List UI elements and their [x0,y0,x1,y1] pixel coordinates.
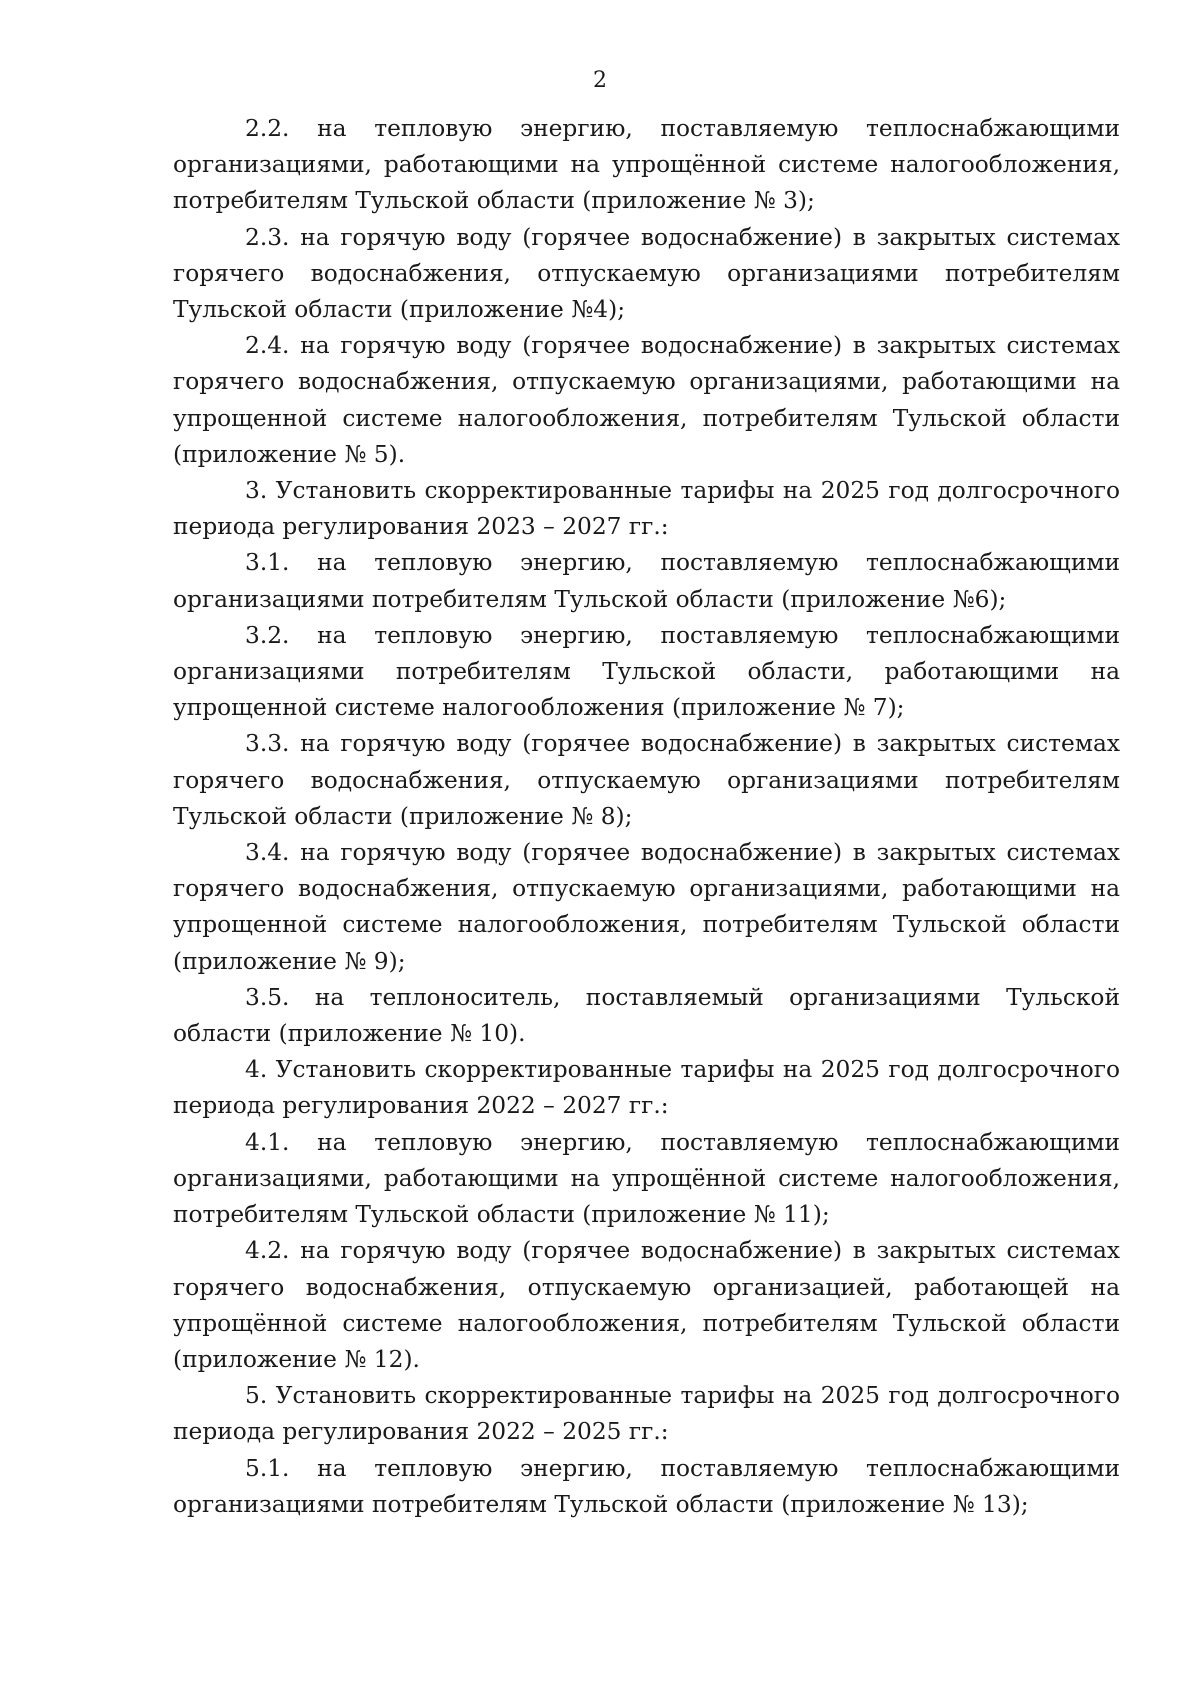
paragraph-3-1: 3.1. на тепловую энергию, поставляемую теплоснабжающими организациями потребителям Тульской области (приложение №6); [173,549,1120,613]
paragraph-2-4: 2.4. на горячую воду (горячее водоснабжение) в закрытых системах горячего водоснабжения, отпускаемую организациями, работающими на упрощенной системе налогообложения, потребителям Тульской области (приложение № 5). [173,332,1120,468]
paragraph-5: 5. Установить скорректированные тарифы на 2025 год долгосрочного периода регулирования 2022 – 2025 гг.: [173,1382,1120,1446]
paragraph-2-2: 2.2. на тепловую энергию, поставляемую теплоснабжающими организациями, работающими на упрощённой системе налогообложения, потребителям Тульской области (приложение № 3); [173,115,1120,215]
paragraph-3-4: 3.4. на горячую воду (горячее водоснабжение) в закрытых системах горячего водоснабжения, отпускаемую организациями, работающими на упрощенной системе налогообложения, потребителям Тульской области (приложение № 9); [173,839,1120,975]
paragraph-4-1: 4.1. на тепловую энергию, поставляемую теплоснабжающими организациями, работающими на упрощённой системе налогообложения, потребителям Тульской области (приложение № 11); [173,1128,1120,1229]
document-body [173,111,1120,1523]
page-number: 2 [593,68,607,93]
paragraph-3-2: 3.2. на тепловую энергию, поставляемую теплоснабжающими организациями потребителям Тульской области, работающими на упрощенной системе налогообложения (приложение № 7); [173,621,1120,722]
paragraph-2-3: 2.3. на горячую воду (горячее водоснабжение) в закрытых системах горячего водоснабжения, отпускаемую организациями потребителям Тульской области (приложение №4); [173,223,1120,324]
paragraph-4-2: 4.2. на горячую воду (горячее водоснабжение) в закрытых системах горячего водоснабжения, отпускаемую организацией, работающей на упрощённой системе налогообложения, потребителям Тульской области (приложение № 12). [173,1237,1120,1373]
paragraph-3-3: 3.3. на горячую воду (горячее водоснабжение) в закрытых системах горячего водоснабжения, отпускаемую организациями потребителям Тульской области (приложение № 8); [173,730,1120,830]
paragraph-3: 3. Установить скорректированные тарифы на 2025 год долгосрочного периода регулирования 2023 – 2027 гг.: [173,477,1120,541]
paragraph-3-5: 3.5. на теплоноситель, поставляемый организациями Тульской области (приложение № 10). [173,983,1120,1048]
paragraph-5-1: 5.1. на тепловую энергию, поставляемую теплоснабжающими организациями потребителям Тульской области (приложение № 13); [173,1454,1120,1518]
paragraph-4: 4. Установить скорректированные тарифы на 2025 год долгосрочного периода регулирования 2022 – 2027 гг.: [173,1056,1120,1120]
